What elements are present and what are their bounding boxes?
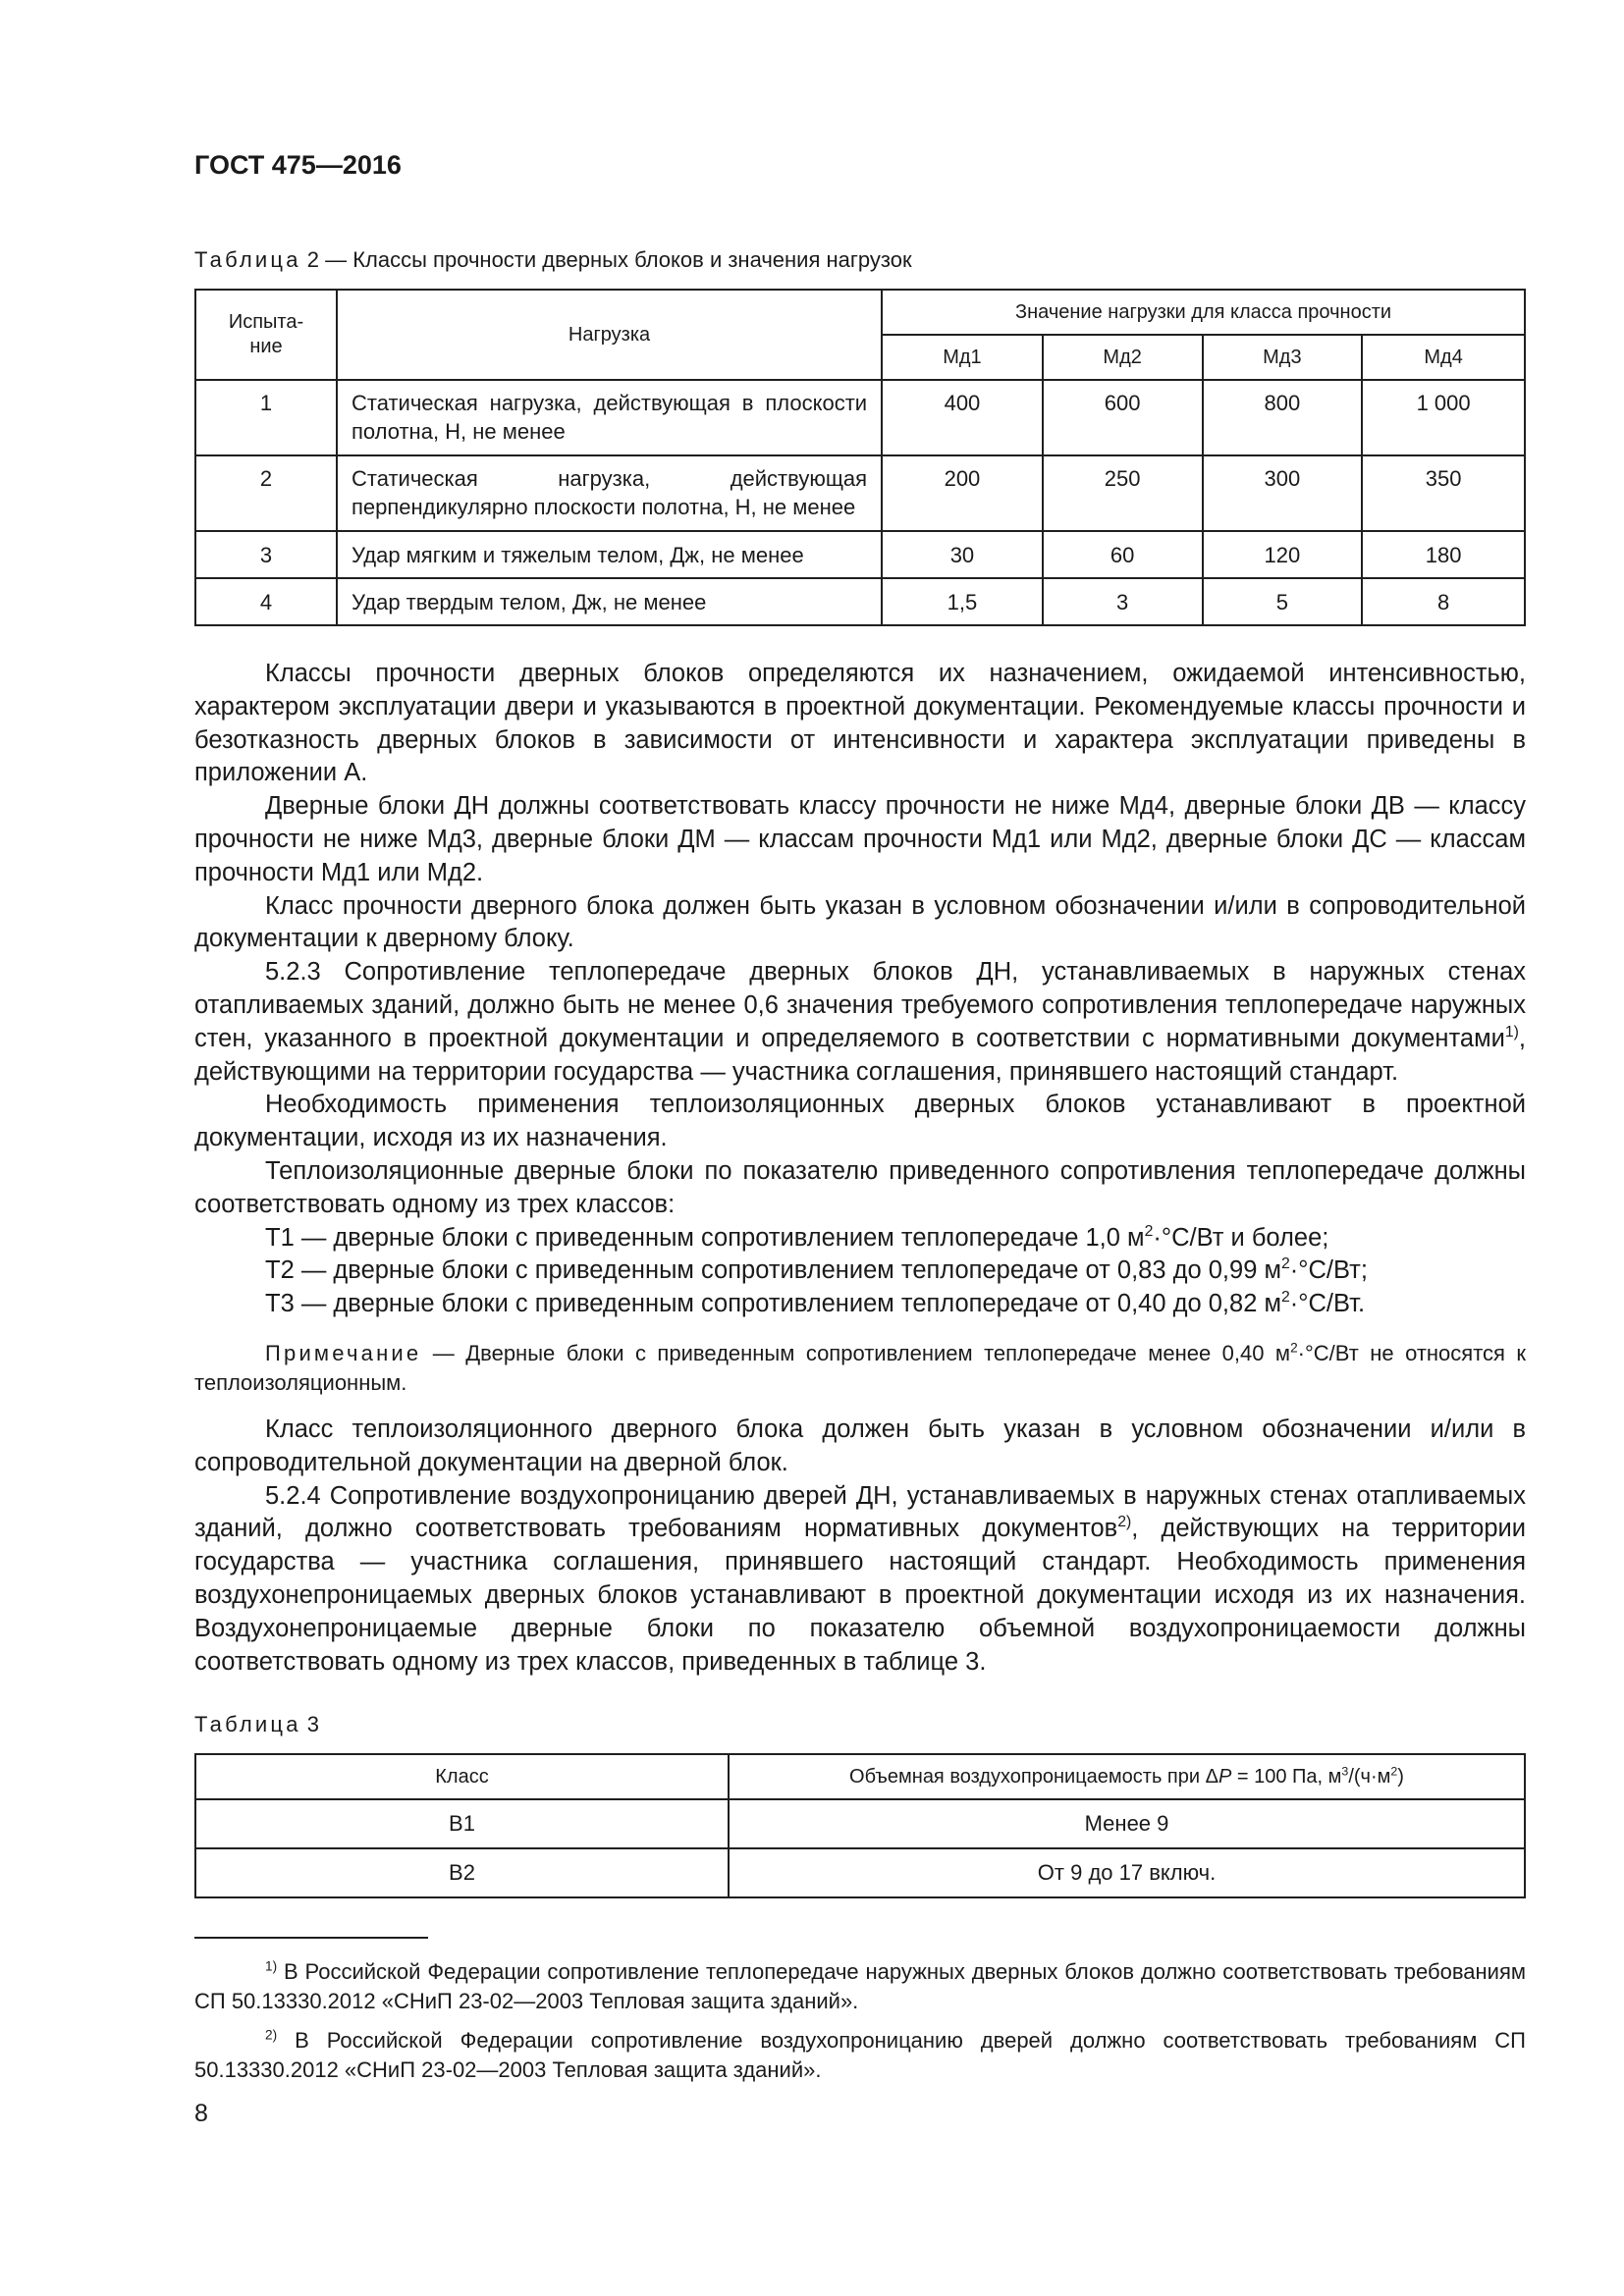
test-number: 1 bbox=[195, 380, 337, 455]
table2-col-group: Значение нагрузки для класса прочности bbox=[882, 290, 1525, 335]
load-description: Статическая нагрузка, действующая в плоскости полотна, Н, не менее bbox=[337, 380, 882, 455]
table3-header-row bbox=[195, 1754, 1525, 1799]
table2-caption-title: 2 — Классы прочности дверных блоков и значения нагрузок bbox=[300, 247, 912, 272]
footnote: $^{2)}$ В Российской Федерации сопротивление воздухопроницанию дверей должно соответствовать требованиям СП 50.13330.2012 «СНиП 23-02—2003 Тепловая защита зданий». bbox=[194, 2027, 1526, 2082]
table3-caption-label: Таблица bbox=[194, 1712, 301, 1737]
p-5-2-3-tail: , действующими на территории государства — участника соглашения, принявшего настоящий стандарт. bbox=[194, 1024, 1526, 1086]
table2-class-md1: Мд1 bbox=[882, 335, 1043, 380]
test-number: 4 bbox=[195, 578, 337, 625]
load-value: 200 bbox=[882, 455, 1043, 531]
load-value: 250 bbox=[1043, 455, 1203, 531]
footnote-ref-1: 1) bbox=[1504, 1023, 1519, 1041]
document-code: ГОСТ 475—2016 bbox=[194, 150, 402, 180]
strength-classes-table bbox=[194, 289, 1526, 626]
paragraph-5-2-4: 5.2.4 Сопротивление воздухопроницанию дверей ДН, устанавливаемых в наружных стенах отапливаемых зданий, должно соответствовать требованиям нормативных документов$^{2)}$, действующих на территории государства — участника соглашения, принявшего настоящий стандарт. Необходимость применения воздухонепроницаемых дверных блоков устанавливают в проектной документации исходя из их назначения. Воздухонепроницаемые дверные блоки по показателю объемной воздухопроницаемости должны соответствовать одному из трех классов, приведенных в таблице 3. bbox=[194, 1481, 1526, 1676]
note: Примечание — Дверные блоки с приведенным сопротивлением теплопередаче менее 0,40 $м^2\cdot^\circ С/Вт$ не относятся к теплоизоляционным. bbox=[194, 1340, 1527, 1395]
load-value: 3 bbox=[1043, 578, 1203, 625]
table-row bbox=[195, 455, 1525, 531]
paragraph-door-types: Дверные блоки ДН должны соответствовать классу прочности не ниже Мд4, дверные блоки ДВ — классу прочности не ниже Мд3, дверные блоки ДМ — классам прочности Мд1 или Мд2, дверные блоки ДС — классам прочности Мд1 или Мд2. bbox=[194, 792, 1526, 886]
table3-caption: Таблица 3 bbox=[194, 1712, 320, 1737]
load-value: 400 bbox=[882, 380, 1043, 455]
load-description: Удар мягким и тяжелым телом, Дж, не менее bbox=[337, 531, 882, 578]
list-item: Т2 — дверные блоки с приведенным сопротивлением теплопередаче от 0,83 до 0,99 $м^2\cdot^\circ С/Вт$; bbox=[265, 1255, 1368, 1285]
test-number: 2 bbox=[195, 455, 337, 531]
load-value: 180 bbox=[1362, 531, 1525, 578]
load-value: 60 bbox=[1043, 531, 1203, 578]
load-value: 600 bbox=[1043, 380, 1203, 455]
load-value: 300 bbox=[1203, 455, 1363, 531]
load-description: Удар твердым телом, Дж, не менее bbox=[337, 578, 882, 625]
paragraph-class-designation: Класс прочности дверного блока должен быть указан в условном обозначении и/или в сопроводительной документации к дверному блоку. bbox=[194, 891, 1526, 953]
table3-col-permeability: Объемная воздухопроницаемость при ΔP = 100 Па, $м^3/(ч\cdot м^2)$ bbox=[729, 1754, 1525, 1799]
load-value: 800 bbox=[1203, 380, 1363, 455]
paragraph-thermal-necessity: Необходимость применения теплоизоляционных дверных блоков устанавливают в проектной документации, исходя из их назначения. bbox=[194, 1091, 1526, 1152]
permeability-value: Менее 9 bbox=[729, 1799, 1525, 1848]
paragraph-thermal-classes: Теплоизоляционные дверные блоки по показателю приведенного сопротивления теплопередаче должны соответствовать одному из трех классов: bbox=[194, 1156, 1526, 1218]
footnote-ref-2: 2) bbox=[1117, 1514, 1132, 1531]
load-value: 5 bbox=[1203, 578, 1363, 625]
table2-caption bbox=[194, 245, 1526, 275]
footnotes bbox=[194, 1944, 1526, 2128]
table-row bbox=[195, 1848, 1525, 1897]
air-permeability-table bbox=[194, 1753, 1526, 1898]
table2-col-test: Испыта-ние bbox=[195, 290, 337, 380]
table2-class-md2: Мд2 bbox=[1043, 335, 1203, 380]
page-number: 8 bbox=[194, 2100, 208, 2127]
page-content bbox=[194, 145, 1526, 1898]
table2-header-row bbox=[195, 290, 1525, 335]
table3-col-class: Класс bbox=[195, 1754, 729, 1799]
p-5-2-3-text: 5.2.3 Сопротивление теплопередаче дверных блоков ДН, устанавливаемых в наружных стенах отапливаемых зданий, должно быть не менее 0,6 значения требуемого сопротивления теплопередаче наружных стен, указанного в проектной документации и определяемого в соответствии с нормативными документами bbox=[194, 958, 1526, 1052]
load-value: 8 bbox=[1362, 578, 1525, 625]
test-number: 3 bbox=[195, 531, 337, 578]
table-row bbox=[195, 531, 1525, 578]
load-value: 1 000 bbox=[1362, 380, 1525, 455]
list-item: Т3 — дверные блоки с приведенным сопротивлением теплопередаче от 0,40 до 0,82 $м^2\cdot^\circ С/Вт$. bbox=[265, 1289, 1366, 1318]
load-value: 30 bbox=[882, 531, 1043, 578]
table2-class-md3: Мд3 bbox=[1203, 335, 1363, 380]
note-label: Примечание bbox=[265, 1340, 422, 1365]
class-code: В1 bbox=[195, 1799, 729, 1848]
footnote: $^{1)}$ В Российской Федерации сопротивление теплопередаче наружных дверных блоков должно соответствовать требованиям СП 50.13330.2012 «СНиП 23-02—2003 Тепловая защита зданий». bbox=[194, 1958, 1526, 2013]
load-value: 350 bbox=[1362, 455, 1525, 531]
load-description: Статическая нагрузка, действующая перпендикулярно плоскости полотна, Н, не менее bbox=[337, 455, 882, 531]
load-value: 1,5 bbox=[882, 578, 1043, 625]
paragraph-5-2-3 bbox=[194, 956, 1526, 1089]
permeability-value: От 9 до 17 включ. bbox=[729, 1848, 1525, 1897]
table2-caption-label: Таблица bbox=[194, 247, 301, 272]
table-row bbox=[195, 1799, 1525, 1848]
class-code: В2 bbox=[195, 1848, 729, 1897]
list-item: Т1 — дверные блоки с приведенным сопротивлением теплопередаче 1,0 $м^2\cdot^\circ С/Вт$ и более; bbox=[265, 1222, 1329, 1252]
table2-col-load: Нагрузка bbox=[337, 290, 882, 380]
footnote-divider bbox=[194, 1937, 428, 1939]
table-row bbox=[195, 380, 1525, 455]
paragraph-strength-classes: Классы прочности дверных блоков определяются их назначением, ожидаемой интенсивностью, характером эксплуатации двери и указываются в проектной документации. Рекомендуемые классы прочности и безотказность дверных блоков в зависимости от интенсивности и характера эксплуатации приведены в приложении А. bbox=[194, 660, 1526, 787]
table2-class-md4: Мд4 bbox=[1362, 335, 1525, 380]
load-value: 120 bbox=[1203, 531, 1363, 578]
table-row bbox=[195, 578, 1525, 625]
paragraph-thermal-designation: Класс теплоизоляционного дверного блока должен быть указан в условном обозначении и/или в сопроводительной документации на дверной блок. bbox=[194, 1415, 1526, 1476]
